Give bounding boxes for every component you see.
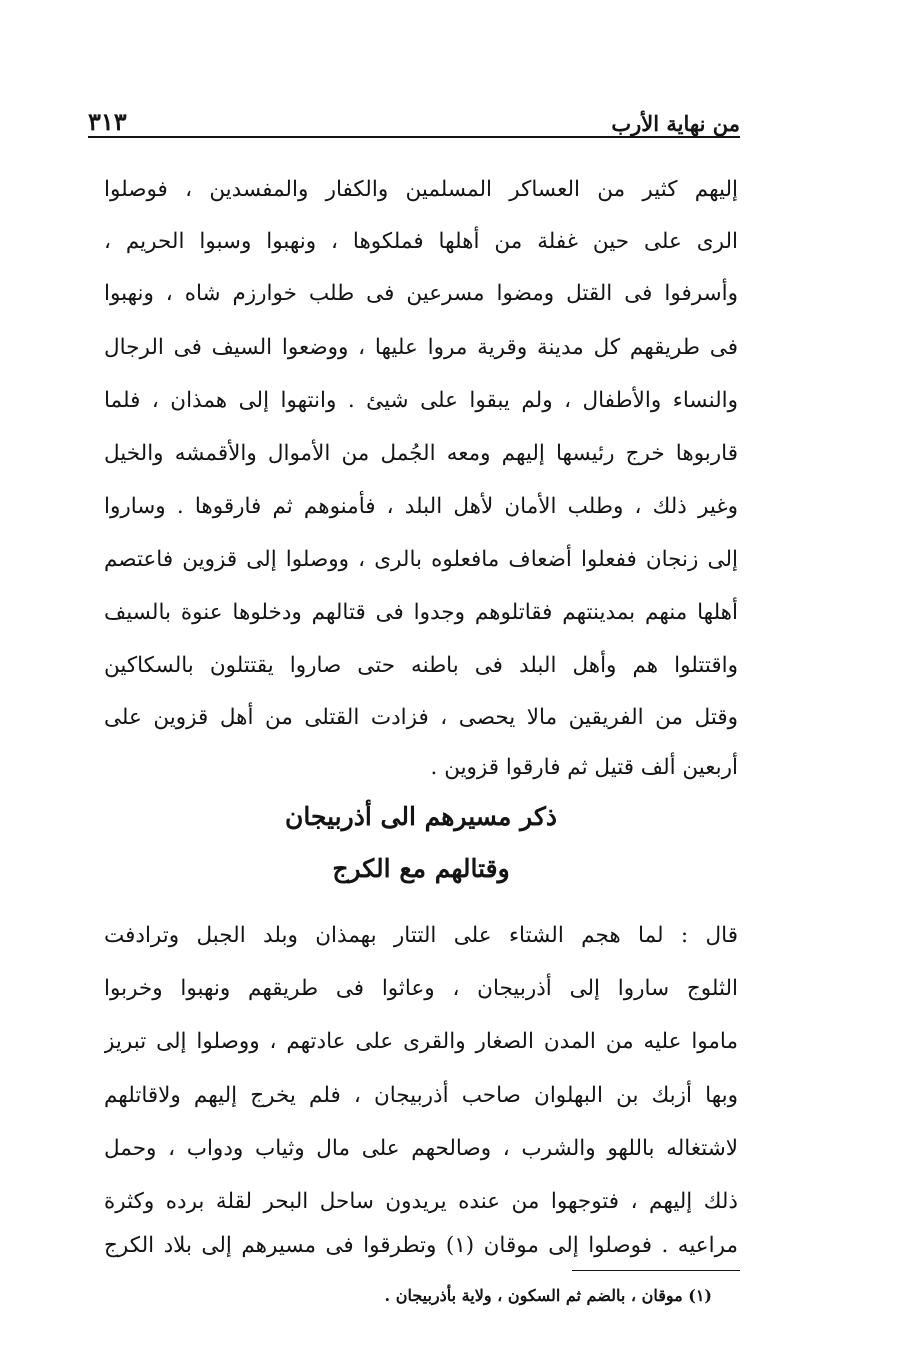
text-line: وأسرفوا فى القتل ومضوا مسرعين فى طلب خوارزم شاه ، ونهبوا — [104, 281, 738, 306]
text-line: ماموا عليه من المدن الصغار والقرى على عادتهم ، ووصلوا إلى تبريز — [104, 1029, 738, 1054]
text-line: وغير ذلك ، وطلب الأمان لأهل البلد ، فأمنوهم ثم فارقوها . وساروا — [104, 494, 738, 519]
text-line: الرى على حين غفلة من أهلها فملكوها ، ونهبوا وسبوا الحريم ، — [104, 229, 738, 254]
text-line: والنساء والأطفال ، ولم يبقوا على شيئ . وانتهوا إلى همذان ، فلما — [104, 388, 738, 413]
text-line: أهلها منهم بمدينتهم فقاتلوهم وجدوا فى قتالهم ودخلوها عنوة بالسيف — [104, 600, 738, 625]
text-line: قاربوها خرج رئيسها إليهم ومعه الجُمل من الأموال والأقمشه والخيل — [104, 441, 738, 466]
text-line: الثلوج ساروا إلى أذربيجان ، وعاثوا فى طريقهم ونهبوا وخربوا — [104, 976, 738, 1001]
text-line: مراعيه . فوصلوا إلى موقان (١) وتطرقوا فى مسيرهم إلى بلاد الكرج — [104, 1233, 738, 1258]
footnote-rule — [572, 1270, 740, 1271]
text-line: واقتتلوا هم وأهل البلد فى باطنه حتى صاروا يقتتلون بالسكاكين — [104, 653, 738, 678]
text-line: إلى زنجان ففعلوا أضعاف مافعلوه بالرى ، ووصلوا إلى قزوين فاعتصم — [104, 547, 738, 572]
footnote: (١) موقان ، بالضم ثم السكون ، ولاية بأذربيجان . — [384, 1286, 712, 1305]
text-line: قال : لما هجم الشتاء على التتار بهمذان وبلد الجبل وترادفت — [104, 923, 738, 948]
text-line: ذلك إليهم ، فتوجهوا من عنده يريدون ساحل البحر لقلة برده وكثرة — [104, 1189, 738, 1214]
text-line: فى طريقهم كل مدينة وقرية مروا عليها ، ووضعوا السيف فى الرجال — [104, 335, 738, 360]
running-title: من نهاية الأرب — [611, 111, 740, 136]
section-heading-line-2: وقتالهم مع الكرج — [332, 854, 510, 883]
section-heading-line-1: ذكر مسيرهم الى أذربيجان — [285, 802, 557, 831]
page-header — [88, 96, 740, 136]
header-rule — [88, 136, 740, 138]
page-number: ٣١٣ — [88, 107, 127, 136]
text-line: وبها أزبك بن البهلوان صاحب أذربيجان ، فلم يخرج إليهم ولاقاتلهم — [104, 1083, 738, 1108]
text-line: إليهم كثير من العساكر المسلمين والكفار والمفسدين ، فوصلوا — [104, 177, 738, 202]
text-line: وقتل من الفريقين مالا يحصى ، فزادت القتلى من أهل قزوين على — [104, 705, 738, 730]
text-line: لاشتغاله باللهو والشرب ، وصالحهم على مال وثياب ودواب ، وحمل — [104, 1136, 738, 1161]
text-line: أربعين ألف قتيل ثم فارقوا قزوين . — [430, 755, 738, 780]
